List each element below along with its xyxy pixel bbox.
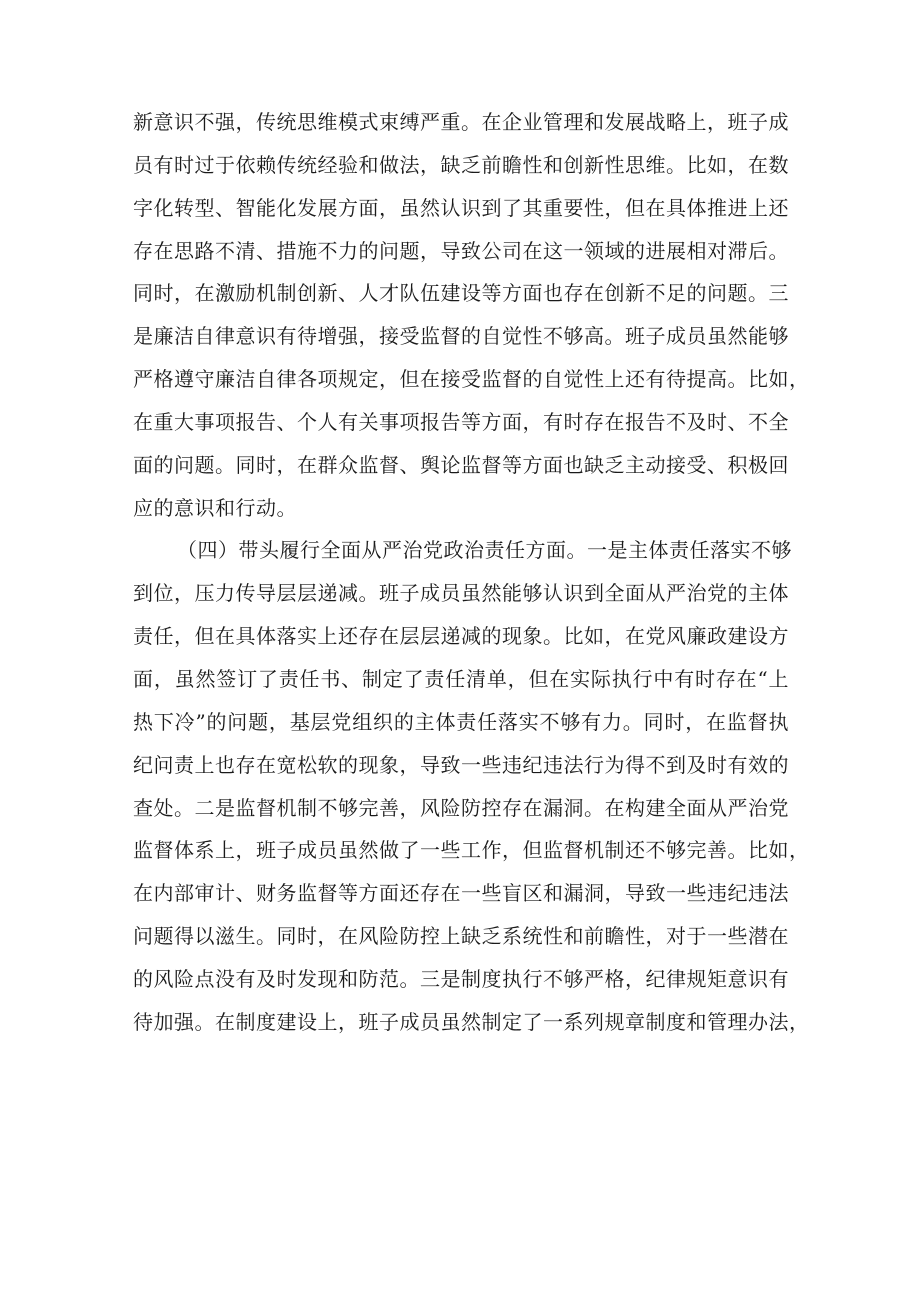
- text-line: 查处。二是监督机制不够完善，风险防控存在漏洞。在构建全面从严治党: [133, 795, 789, 820]
- text-line: 是廉洁自律意识有待增强，接受监督的自觉性不够高。班子成员虽然能够: [133, 324, 789, 349]
- text-line: 待加强。在制度建设上，班子成员虽然制定了一系列规章制度和管理办法，: [133, 1009, 810, 1034]
- text-line: 监督体系上，班子成员虽然做了一些工作，但监督机制还不够完善。比如，: [133, 838, 810, 863]
- text-line: 同时，在激励机制创新、人才队伍建设等方面也存在创新不足的问题。三: [133, 281, 789, 306]
- text-line: 在内部审计、财务监督等方面还存在一些盲区和漏洞，导致一些违纪违法: [133, 881, 789, 906]
- text-line: 责任，但在具体落实上还存在层层递减的现象。比如，在党风廉政建设方: [133, 624, 789, 649]
- text-line: 的风险点没有及时发现和防范。三是制度执行不够严格，纪律规矩意识有: [133, 966, 789, 991]
- text-line: 面，虽然签订了责任书、制定了责任清单，但在实际执行中有时存在“上: [133, 666, 789, 691]
- paragraph-end-line: 应的意识和行动。: [133, 495, 297, 520]
- text-line: 到位，压力传导层层递减。班子成员虽然能够认识到全面从严治党的主体: [133, 581, 789, 606]
- text-line: 严格遵守廉洁自律各项规定，但在接受监督的自觉性上还有待提高。比如，: [133, 367, 810, 392]
- document-body: [133, 110, 810, 1055]
- text-line: 字化转型、智能化发展方面，虽然认识到了其重要性，但在具体推进上还: [133, 195, 789, 220]
- text-line: 员有时过于依赖传统经验和做法，缺乏前瞻性和创新性思维。比如，在数: [133, 152, 789, 177]
- text-line: 纪问责上也存在宽松软的现象，导致一些违纪违法行为得不到及时有效的: [133, 752, 789, 777]
- text-line: 热下冷”的问题，基层党组织的主体责任落实不够有力。同时，在监督执: [133, 709, 789, 734]
- section-heading-line: （四）带头履行全面从严治党政治责任方面。一是主体责任落实不够: [177, 538, 792, 563]
- text-line: 问题得以滋生。同时，在风险防控上缺乏系统性和前瞻性，对于一些潜在: [133, 924, 789, 949]
- text-line: 新意识不强，传统思维模式束缚严重。在企业管理和发展战略上，班子成: [133, 110, 789, 134]
- text-line: 面的问题。同时，在群众监督、舆论监督等方面也缺乏主动接受、积极回: [133, 452, 789, 477]
- text-line: 存在思路不清、措施不力的问题，导致公司在这一领域的进展相对滞后。: [133, 238, 789, 263]
- text-line: 在重大事项报告、个人有关事项报告等方面，有时存在报告不及时、不全: [133, 409, 789, 434]
